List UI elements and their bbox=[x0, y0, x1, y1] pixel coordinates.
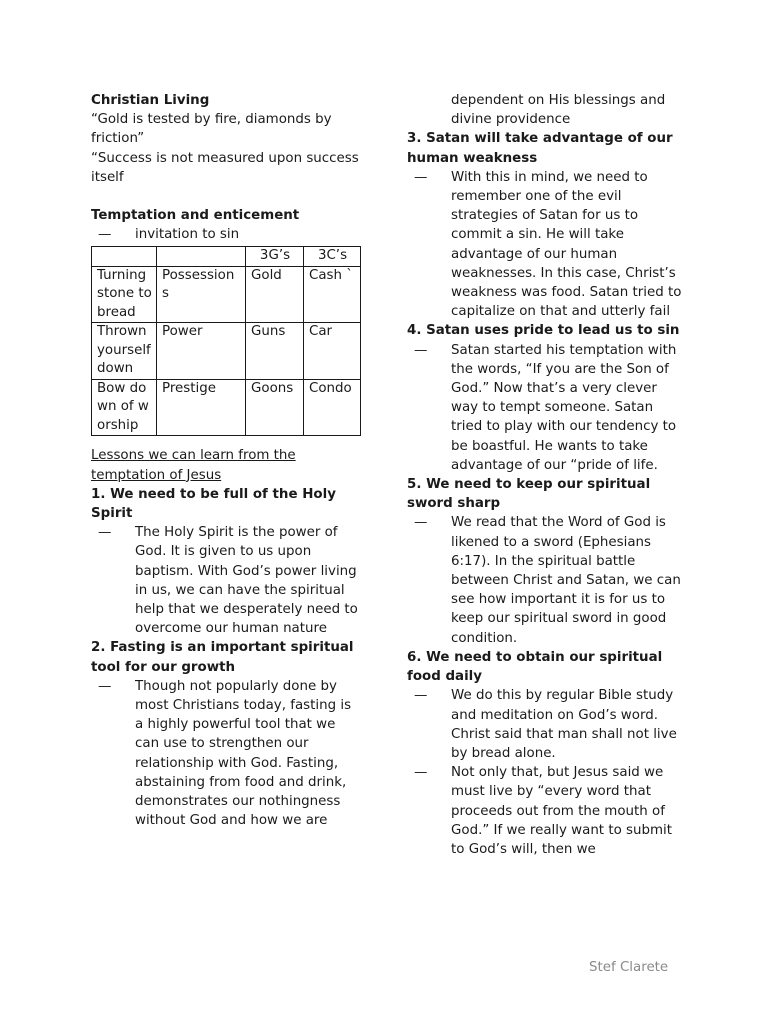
lesson-5-bullet bbox=[407, 513, 682, 647]
dash-marker: — bbox=[414, 515, 428, 531]
table-cell: Bow down of worship bbox=[92, 379, 157, 436]
lesson-2-text: Though not popularly done by most Christians today, fasting is a highly powerful tool that we can use to strengthen our relationship with God. Fasting, abstaining from food and drink, demonstrates our nothingness without God and how we are bbox=[135, 678, 352, 829]
lesson-6-bullet-1 bbox=[407, 686, 682, 763]
table-cell: Prestige bbox=[157, 379, 246, 436]
table-header-cell bbox=[157, 247, 246, 267]
table-row bbox=[92, 379, 361, 436]
lesson-5-text: We read that the Word of God is likened to a sword (Ephesians 6:17). In the spiritual battle between Christ and Satan, we can see how important it is for us to keep our spiritual sword in good condition. bbox=[451, 515, 681, 646]
lesson-6-title: 6. We need to obtain our spiritual food daily bbox=[407, 649, 663, 685]
lesson-2-title: 2. Fasting is an important spiritual tool for our growth bbox=[91, 640, 354, 675]
table-cell: Goons bbox=[246, 379, 304, 436]
table-cell: Guns bbox=[246, 323, 304, 380]
table-row bbox=[92, 266, 361, 323]
bullet-invitation bbox=[91, 225, 363, 244]
table-header-cell: 3C’s bbox=[304, 247, 361, 267]
lesson-6-bullet-2 bbox=[407, 763, 682, 859]
lesson-3-title: 3. Satan will take advantage of our human weakness bbox=[407, 131, 673, 166]
lesson-4-bullet bbox=[407, 341, 682, 475]
table-header-cell: 3G’s bbox=[246, 247, 304, 267]
dash-marker: — bbox=[414, 342, 428, 358]
temptation-table bbox=[91, 246, 361, 436]
lesson-4-title: 4. Satan uses pride to lead us to sin bbox=[407, 323, 680, 339]
quote-success: “Success is not measured upon success itself bbox=[91, 150, 359, 185]
quote-gold: “Gold is tested by fire, diamonds by friction” bbox=[91, 112, 332, 147]
dash-marker: — bbox=[98, 678, 112, 694]
lesson-1-bullet bbox=[91, 523, 363, 638]
right-column bbox=[407, 91, 682, 859]
table-cell: Condo bbox=[304, 379, 361, 436]
dash-marker: — bbox=[98, 525, 112, 541]
heading-temptation: Temptation and enticement bbox=[91, 208, 300, 224]
lesson-5-title: 5. We need to keep our spiritual sword sharp bbox=[407, 477, 651, 512]
lesson-2-bullet bbox=[91, 677, 363, 831]
lesson-1-title: 1. We need to be full of the Holy Spirit bbox=[91, 486, 336, 522]
table-cell: Car bbox=[304, 323, 361, 380]
lesson-2-continuation: dependent on His blessings and divine providence bbox=[451, 93, 666, 128]
table-header-cell bbox=[92, 247, 157, 267]
dash-marker: — bbox=[98, 227, 112, 243]
table-header-row bbox=[92, 247, 361, 267]
table-cell: Cash ` bbox=[304, 266, 361, 323]
lesson-1-text: The Holy Spirit is the power of God. It is given to us upon baptism. With God’s power living in us, we can have the spiritual help that we desperately need to overcome our human nature bbox=[135, 525, 358, 637]
lessons-heading: Lessons we can learn from the temptation of Jesus bbox=[91, 448, 296, 483]
table-cell: Power bbox=[157, 323, 246, 380]
dash-marker: — bbox=[414, 688, 428, 704]
table-cell: Turning stone to bread bbox=[92, 266, 157, 323]
table-row bbox=[92, 323, 361, 380]
bullet-text: invitation to sin bbox=[135, 227, 240, 243]
dash-marker: — bbox=[414, 765, 428, 781]
author-footer: Stef Clarete bbox=[589, 960, 669, 975]
dash-marker: — bbox=[414, 169, 428, 185]
left-column bbox=[91, 91, 363, 830]
table-cell: Possessions bbox=[157, 266, 246, 323]
lesson-3-text: With this in mind, we need to remember one of the evil strategies of Satan for us to commit a sin. He will take advantage of our human weaknesses. In this case, Christ’s weakness was food. Satan tried to capitalize on that and utterly fail bbox=[451, 169, 682, 320]
lesson-6-text-2: Not only that, but Jesus said we must live by “every word that proceeds out from the mouth of God.” If we really want to submit to God’s will, then we bbox=[451, 765, 672, 857]
lesson-3-bullet bbox=[407, 168, 682, 322]
table-cell: Gold bbox=[246, 266, 304, 323]
table-cell: Thrown yourself down bbox=[92, 323, 157, 380]
lesson-6-text-1: We do this by regular Bible study and meditation on God’s word. Christ said that man shall not live by bread alone. bbox=[451, 688, 677, 761]
lesson-4-text: Satan started his temptation with the words, “If you are the Son of God.” Now that’s a very clever way to tempt someone. Satan tried to play with our tendency to be boastful. He wants to take advantage of our “pride of life. bbox=[451, 342, 677, 473]
document-title: Christian Living bbox=[91, 93, 210, 108]
